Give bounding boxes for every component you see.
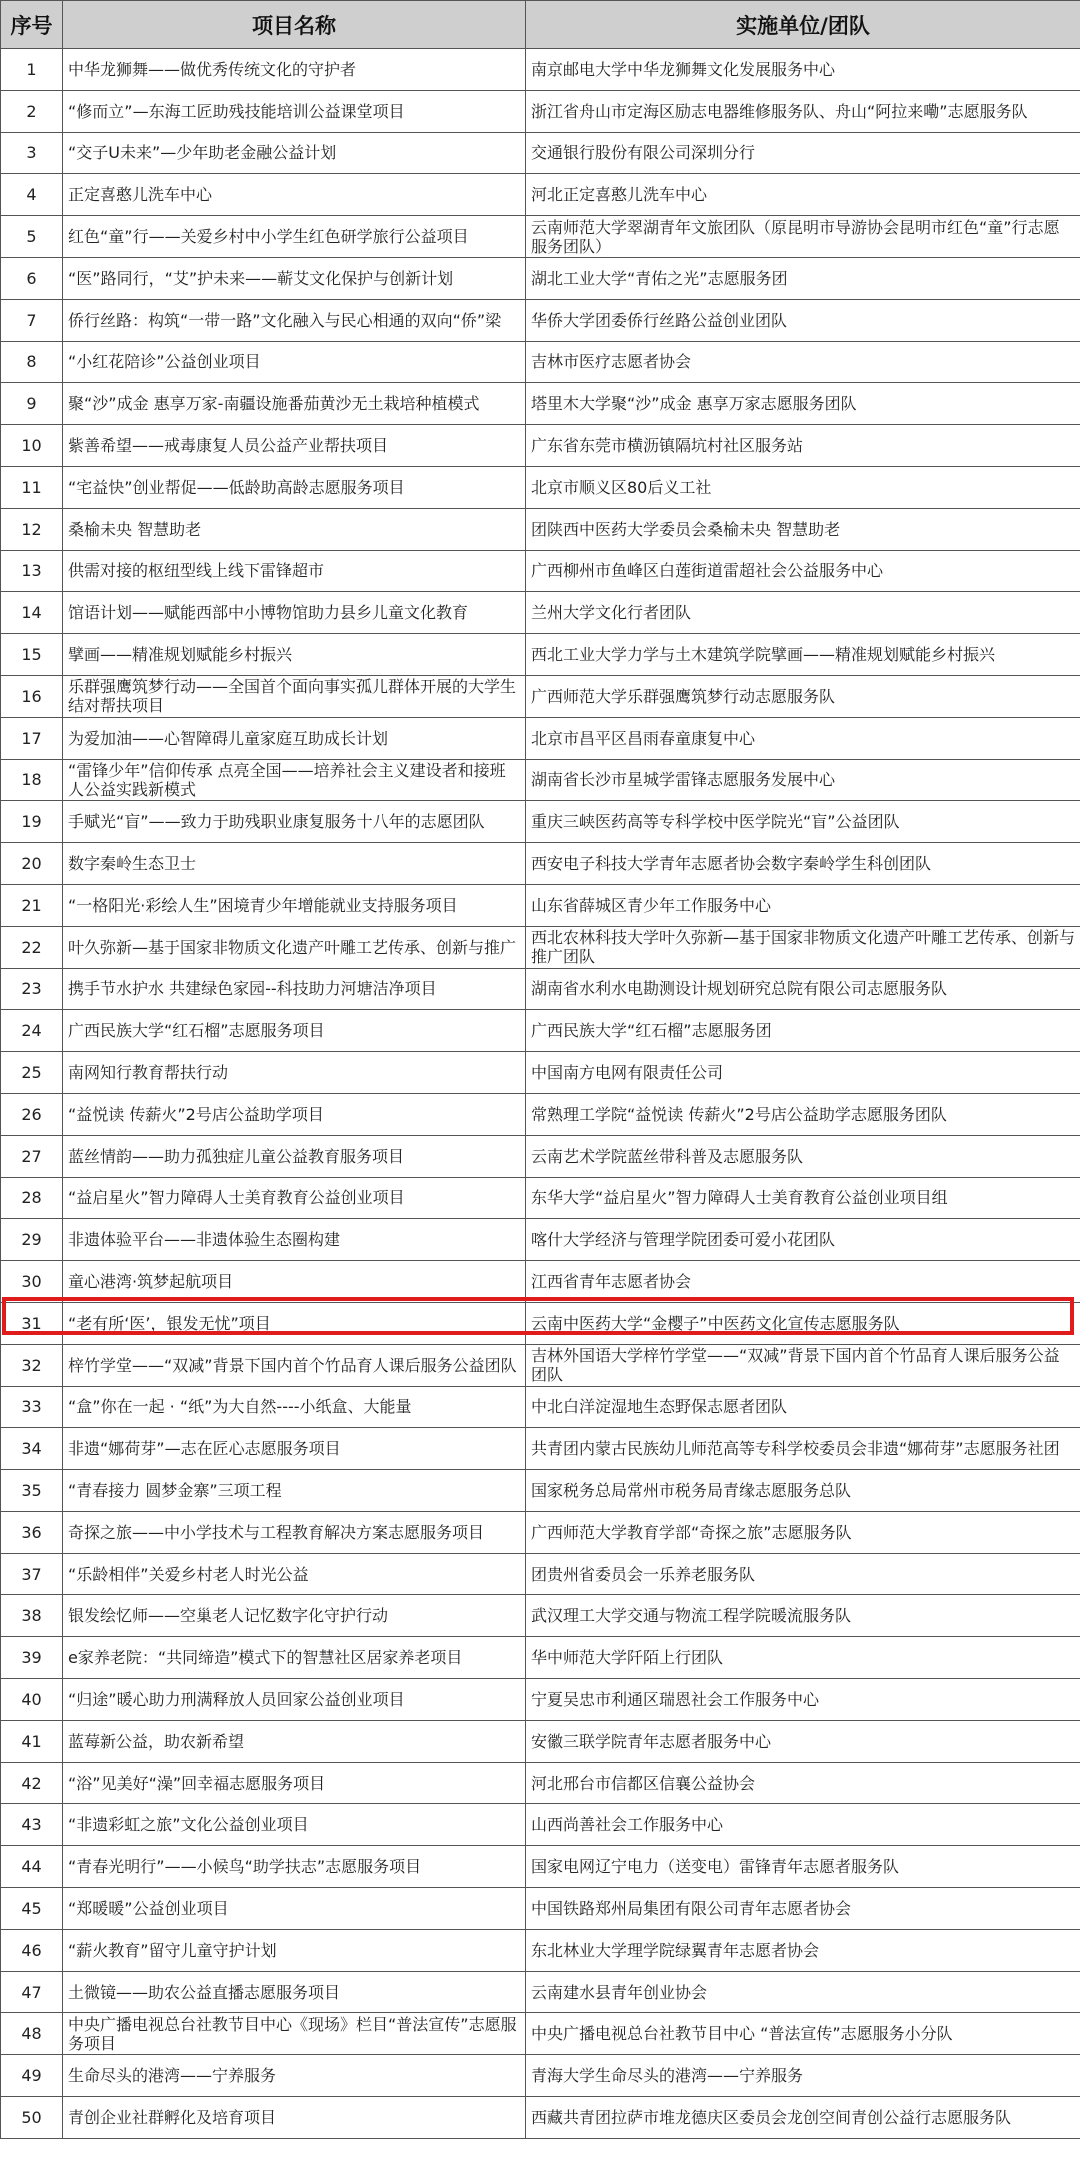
row-project-name: 银发绘忆师——空巢老人记忆数字化守护行动	[63, 1595, 526, 1637]
row-project-name: “青春接力 圆梦金寨”三项工程	[63, 1470, 526, 1512]
row-implementing-unit: 山西尚善社会工作服务中心	[526, 1804, 1080, 1846]
row-index: 18	[1, 759, 63, 801]
table-row	[1, 1720, 1080, 1762]
row-index: 2	[1, 90, 63, 132]
row-index: 7	[1, 299, 63, 341]
row-project-name: “益悦读 传薪火”2号店公益助学项目	[63, 1093, 526, 1135]
table-row	[1, 1888, 1080, 1930]
row-project-name: 擘画——精准规划赋能乡村振兴	[63, 634, 526, 676]
row-implementing-unit: 云南中医药大学“金樱子”中医药文化宣传志愿服务队	[526, 1302, 1080, 1344]
row-project-name: 叶久弥新—基于国家非物质文化遗产叶雕工艺传承、创新与推广	[63, 926, 526, 968]
row-index: 47	[1, 1971, 63, 2013]
table-row	[1, 1428, 1080, 1470]
row-project-name: “薪火教育”留守儿童守护计划	[63, 1929, 526, 1971]
row-implementing-unit: 中央广播电视总台社教节目中心 “普法宣传”志愿服务小分队	[526, 2013, 1080, 2055]
row-implementing-unit: 北京市顺义区80后义工社	[526, 466, 1080, 508]
row-index: 10	[1, 425, 63, 467]
row-index: 31	[1, 1302, 63, 1344]
row-index: 8	[1, 341, 63, 383]
row-index: 44	[1, 1846, 63, 1888]
row-project-name: 奇探之旅——中小学技术与工程教育解决方案志愿服务项目	[63, 1511, 526, 1553]
row-index: 38	[1, 1595, 63, 1637]
row-implementing-unit: 东北林业大学理学院绿翼青年志愿者协会	[526, 1929, 1080, 1971]
row-implementing-unit: 重庆三峡医药高等专科学校中医学院光“盲”公益团队	[526, 801, 1080, 843]
table-row	[1, 341, 1080, 383]
row-implementing-unit: 中北白洋淀湿地生态野保志愿者团队	[526, 1386, 1080, 1428]
row-implementing-unit: 团贵州省委员会一乐养老服务队	[526, 1553, 1080, 1595]
table-row	[1, 1135, 1080, 1177]
header-index: 序号	[1, 1, 63, 49]
row-implementing-unit: 青海大学生命尽头的港湾——宁养服务	[526, 2055, 1080, 2097]
row-implementing-unit: 云南建水县青年创业协会	[526, 1971, 1080, 2013]
table-row	[1, 1929, 1080, 1971]
table-row	[1, 508, 1080, 550]
row-project-name: “归途”暖心助力刑满释放人员回家公益创业项目	[63, 1679, 526, 1721]
row-index: 39	[1, 1637, 63, 1679]
table-row	[1, 926, 1080, 968]
row-implementing-unit: 西北工业大学力学与土木建筑学院擘画——精准规划赋能乡村振兴	[526, 634, 1080, 676]
row-project-name: 中央广播电视总台社教节目中心《现场》栏目“普法宣传”志愿服务项目	[63, 2013, 526, 2055]
table-row	[1, 299, 1080, 341]
row-implementing-unit: 华侨大学团委侨行丝路公益创业团队	[526, 299, 1080, 341]
table-row	[1, 1971, 1080, 2013]
header-implementing-unit: 实施单位/团队	[526, 1, 1080, 49]
row-project-name: 蓝莓新公益，助农新希望	[63, 1720, 526, 1762]
row-index: 20	[1, 843, 63, 885]
row-implementing-unit: 湖南省长沙市星城学雷锋志愿服务发展中心	[526, 759, 1080, 801]
row-project-name: 中华龙狮舞——做优秀传统文化的守护者	[63, 49, 526, 91]
row-index: 11	[1, 466, 63, 508]
row-implementing-unit: 云南师范大学翠湖青年文旅团队（原昆明市导游协会昆明市红色“童”行志愿服务团队）	[526, 216, 1080, 258]
row-index: 41	[1, 1720, 63, 1762]
row-project-name: 蓝丝情韵——助力孤独症儿童公益教育服务项目	[63, 1135, 526, 1177]
row-project-name: 红色“童”行——关爱乡村中小学生红色研学旅行公益项目	[63, 216, 526, 258]
row-index: 36	[1, 1511, 63, 1553]
row-implementing-unit: 团陕西中医药大学委员会桑榆未央 智慧助老	[526, 508, 1080, 550]
table-row	[1, 1637, 1080, 1679]
row-project-name: 非遗“娜荷芽”—志在匠心志愿服务项目	[63, 1428, 526, 1470]
row-implementing-unit: 河北邢台市信都区信襄公益协会	[526, 1762, 1080, 1804]
row-project-name: “郑暖暖”公益创业项目	[63, 1888, 526, 1930]
table-row	[1, 174, 1080, 216]
row-implementing-unit: 广西师范大学教育学部“奇探之旅”志愿服务队	[526, 1511, 1080, 1553]
row-implementing-unit: 中国铁路郑州局集团有限公司青年志愿者协会	[526, 1888, 1080, 1930]
row-project-name: 土微镜——助农公益直播志愿服务项目	[63, 1971, 526, 2013]
row-implementing-unit: 江西省青年志愿者协会	[526, 1261, 1080, 1303]
row-project-name: “非遗彩虹之旅”文化公益创业项目	[63, 1804, 526, 1846]
row-index: 45	[1, 1888, 63, 1930]
row-implementing-unit: 北京市昌平区昌雨春童康复中心	[526, 717, 1080, 759]
table-row	[1, 2055, 1080, 2097]
row-project-name: “青春光明行”——小候鸟“助学扶志”志愿服务项目	[63, 1846, 526, 1888]
row-index: 4	[1, 174, 63, 216]
row-project-name: “小红花陪诊”公益创业项目	[63, 341, 526, 383]
row-index: 24	[1, 1010, 63, 1052]
row-implementing-unit: 南京邮电大学中华龙狮舞文化发展服务中心	[526, 49, 1080, 91]
row-implementing-unit: 吉林外国语大学梓竹学堂——“双减”背景下国内首个竹品育人课后服务公益团队	[526, 1344, 1080, 1386]
table-row	[1, 1010, 1080, 1052]
table-row	[1, 1093, 1080, 1135]
row-index: 40	[1, 1679, 63, 1721]
table-row	[1, 550, 1080, 592]
row-index: 14	[1, 592, 63, 634]
table-row	[1, 216, 1080, 258]
row-index: 42	[1, 1762, 63, 1804]
table-row	[1, 592, 1080, 634]
row-project-name: “修而立”—东海工匠助残技能培训公益课堂项目	[63, 90, 526, 132]
table-row	[1, 466, 1080, 508]
row-implementing-unit: 西安电子科技大学青年志愿者协会数字秦岭学生科创团队	[526, 843, 1080, 885]
row-project-name: 手赋光“盲”——致力于助残职业康复服务十八年的志愿团队	[63, 801, 526, 843]
table-row	[1, 759, 1080, 801]
row-index: 3	[1, 132, 63, 174]
row-index: 50	[1, 2097, 63, 2139]
row-implementing-unit: 交通银行股份有限公司深圳分行	[526, 132, 1080, 174]
table-row	[1, 675, 1080, 717]
row-index: 17	[1, 717, 63, 759]
row-project-name: 馆语计划——赋能西部中小博物馆助力县乡儿童文化教育	[63, 592, 526, 634]
row-project-name: 为爱加油——心智障碍儿童家庭互助成长计划	[63, 717, 526, 759]
table-row	[1, 49, 1080, 91]
row-implementing-unit: 塔里木大学聚“沙”成金 惠享万家志愿服务团队	[526, 383, 1080, 425]
row-project-name: 南网知行教育帮扶行动	[63, 1052, 526, 1094]
row-project-name: 桑榆未央 智慧助老	[63, 508, 526, 550]
row-index: 21	[1, 884, 63, 926]
row-index: 28	[1, 1177, 63, 1219]
row-implementing-unit: 浙江省舟山市定海区励志电器维修服务队、舟山“阿拉来嘞”志愿服务队	[526, 90, 1080, 132]
row-project-name: 生命尽头的港湾——宁养服务	[63, 2055, 526, 2097]
row-project-name: 广西民族大学“红石榴”志愿服务项目	[63, 1010, 526, 1052]
row-project-name: “益启星火”智力障碍人士美育教育公益创业项目	[63, 1177, 526, 1219]
header-project-name: 项目名称	[63, 1, 526, 49]
row-index: 29	[1, 1219, 63, 1261]
row-project-name: “老有所‘医’，银发无忧”项目	[63, 1302, 526, 1344]
row-project-name: 童心港湾·筑梦起航项目	[63, 1261, 526, 1303]
row-index: 48	[1, 2013, 63, 2055]
row-index: 37	[1, 1553, 63, 1595]
row-index: 19	[1, 801, 63, 843]
table-row	[1, 843, 1080, 885]
row-implementing-unit: 西北农林科技大学叶久弥新—基于国家非物质文化遗产叶雕工艺传承、创新与推广团队	[526, 926, 1080, 968]
row-index: 34	[1, 1428, 63, 1470]
row-implementing-unit: 国家税务总局常州市税务局青缘志愿服务总队	[526, 1470, 1080, 1512]
row-project-name: “医”路同行，“艾”护未来——蕲艾文化保护与创新计划	[63, 257, 526, 299]
row-index: 6	[1, 257, 63, 299]
table-row	[1, 1219, 1080, 1261]
row-project-name: 非遗体验平台——非遗体验生态圈构建	[63, 1219, 526, 1261]
row-project-name: “乐龄相伴”关爱乡村老人时光公益	[63, 1553, 526, 1595]
table-body	[1, 49, 1080, 2139]
row-index: 22	[1, 926, 63, 968]
row-implementing-unit: 云南艺术学院蓝丝带科普及志愿服务队	[526, 1135, 1080, 1177]
table-row	[1, 801, 1080, 843]
table-row	[1, 968, 1080, 1010]
table-row	[1, 1386, 1080, 1428]
table-row	[1, 1261, 1080, 1303]
row-index: 1	[1, 49, 63, 91]
row-index: 12	[1, 508, 63, 550]
row-project-name: 聚“沙”成金 惠享万家-南疆设施番茄黄沙无土栽培种植模式	[63, 383, 526, 425]
row-index: 23	[1, 968, 63, 1010]
table-row	[1, 1553, 1080, 1595]
table-row	[1, 383, 1080, 425]
row-project-name: 梓竹学堂——“双减”背景下国内首个竹品育人课后服务公益团队	[63, 1344, 526, 1386]
row-project-name: “雷锋少年”信仰传承 点亮全国——培养社会主义建设者和接班人公益实践新模式	[63, 759, 526, 801]
table-row	[1, 90, 1080, 132]
row-implementing-unit: 西藏共青团拉萨市堆龙德庆区委员会龙创空间青创公益行志愿服务队	[526, 2097, 1080, 2139]
row-project-name: 携手节水护水 共建绿色家园--科技助力河塘洁净项目	[63, 968, 526, 1010]
table-row	[1, 257, 1080, 299]
row-index: 32	[1, 1344, 63, 1386]
row-project-name: e家养老院：“共同缔造”模式下的智慧社区居家养老项目	[63, 1637, 526, 1679]
row-implementing-unit: 喀什大学经济与管理学院团委可爱小花团队	[526, 1219, 1080, 1261]
table-row	[1, 634, 1080, 676]
row-index: 43	[1, 1804, 63, 1846]
table-row	[1, 1762, 1080, 1804]
table-row	[1, 1595, 1080, 1637]
table-row	[1, 1470, 1080, 1512]
table-row	[1, 884, 1080, 926]
row-index: 27	[1, 1135, 63, 1177]
row-implementing-unit: 广西民族大学“红石榴”志愿服务团	[526, 1010, 1080, 1052]
row-implementing-unit: 宁夏吴忠市利通区瑞恩社会工作服务中心	[526, 1679, 1080, 1721]
row-implementing-unit: 广西柳州市鱼峰区白莲街道雷超社会公益服务中心	[526, 550, 1080, 592]
row-index: 49	[1, 2055, 63, 2097]
row-project-name: “宅益快”创业帮促——低龄助高龄志愿服务项目	[63, 466, 526, 508]
row-index: 35	[1, 1470, 63, 1512]
row-index: 13	[1, 550, 63, 592]
row-implementing-unit: 湖南省水利水电勘测设计规划研究总院有限公司志愿服务队	[526, 968, 1080, 1010]
row-implementing-unit: 武汉理工大学交通与物流工程学院暖流服务队	[526, 1595, 1080, 1637]
row-implementing-unit: 国家电网辽宁电力（送变电）雷锋青年志愿者服务队	[526, 1846, 1080, 1888]
row-index: 46	[1, 1929, 63, 1971]
row-project-name: 紫善希望——戒毒康复人员公益产业帮扶项目	[63, 425, 526, 467]
row-index: 25	[1, 1052, 63, 1094]
row-implementing-unit: 安徽三联学院青年志愿者服务中心	[526, 1720, 1080, 1762]
row-index: 30	[1, 1261, 63, 1303]
row-implementing-unit: 山东省薛城区青少年工作服务中心	[526, 884, 1080, 926]
table-row	[1, 425, 1080, 467]
table-row	[1, 1052, 1080, 1094]
table-row	[1, 132, 1080, 174]
row-project-name: 青创企业社群孵化及培育项目	[63, 2097, 526, 2139]
row-implementing-unit: 兰州大学文化行者团队	[526, 592, 1080, 634]
table-row	[1, 717, 1080, 759]
table-row	[1, 1679, 1080, 1721]
table-row	[1, 1846, 1080, 1888]
row-project-name: 供需对接的枢纽型线上线下雷锋超市	[63, 550, 526, 592]
row-index: 15	[1, 634, 63, 676]
row-project-name: “浴”见美好“澡”回幸福志愿服务项目	[63, 1762, 526, 1804]
row-project-name: 正定喜憨儿洗车中心	[63, 174, 526, 216]
table-row	[1, 2097, 1080, 2139]
table-row	[1, 1511, 1080, 1553]
row-implementing-unit: 常熟理工学院“益悦读 传薪火”2号店公益助学志愿服务团队	[526, 1093, 1080, 1135]
row-implementing-unit: 广西师范大学乐群强鹰筑梦行动志愿服务队	[526, 675, 1080, 717]
row-implementing-unit: 湖北工业大学“青佑之光”志愿服务团	[526, 257, 1080, 299]
row-implementing-unit: 河北正定喜憨儿洗车中心	[526, 174, 1080, 216]
table-row	[1, 1804, 1080, 1846]
row-index: 16	[1, 675, 63, 717]
row-implementing-unit: 中国南方电网有限责任公司	[526, 1052, 1080, 1094]
row-implementing-unit: 华中师范大学阡陌上行团队	[526, 1637, 1080, 1679]
row-project-name: 乐群强鹰筑梦行动——全国首个面向事实孤儿群体开展的大学生结对帮扶项目	[63, 675, 526, 717]
row-implementing-unit: 共青团内蒙古民族幼儿师范高等专科学校委员会非遗“娜荷芽”志愿服务社团	[526, 1428, 1080, 1470]
row-index: 33	[1, 1386, 63, 1428]
table-row	[1, 1302, 1080, 1344]
row-project-name: 侨行丝路：构筑“一带一路”文化融入与民心相通的双向“侨”梁	[63, 299, 526, 341]
row-implementing-unit: 东华大学“益启星火”智力障碍人士美育教育公益创业项目组	[526, 1177, 1080, 1219]
row-index: 9	[1, 383, 63, 425]
table-row	[1, 2013, 1080, 2055]
row-implementing-unit: 广东省东莞市横沥镇隔坑村社区服务站	[526, 425, 1080, 467]
row-index: 26	[1, 1093, 63, 1135]
row-project-name: “一格阳光·彩绘人生”困境青少年增能就业支持服务项目	[63, 884, 526, 926]
row-project-name: “盒”你在一起 · “纸”为大自然----小纸盒、大能量	[63, 1386, 526, 1428]
row-implementing-unit: 吉林市医疗志愿者协会	[526, 341, 1080, 383]
row-project-name: 数字秦岭生态卫士	[63, 843, 526, 885]
row-project-name: “交子U未来”—少年助老金融公益计划	[63, 132, 526, 174]
row-index: 5	[1, 216, 63, 258]
table-row	[1, 1344, 1080, 1386]
table-header-row	[1, 1, 1080, 49]
table-row	[1, 1177, 1080, 1219]
